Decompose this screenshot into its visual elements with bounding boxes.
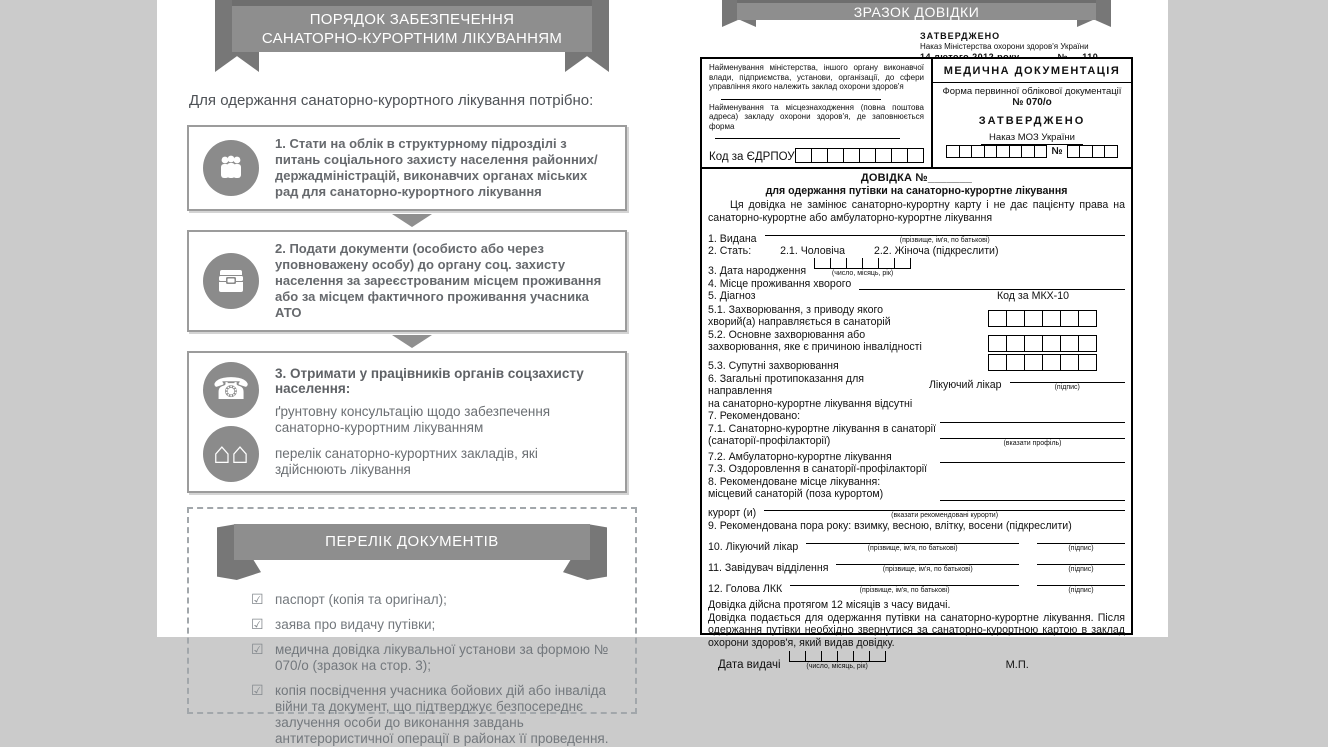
field-hint: (підпис) — [1068, 566, 1094, 573]
field-label: 7.3. Оздоровлення в санаторії-профілакторії — [708, 463, 928, 475]
checklist-item-text: медична довідка лікувальної установи за формою № 070/о (зразок на стор. 3); — [275, 642, 609, 673]
phone-icon: ☎ — [203, 362, 259, 418]
fill-line-wrap — [806, 534, 1019, 553]
step-3-card — [187, 351, 627, 493]
field-label: 12. Голова ЛКК — [708, 582, 783, 595]
field-label — [708, 329, 922, 353]
fill-line — [940, 453, 1125, 463]
sample-ribbon-band: ЗРАЗОК ДОВІДКИ — [737, 0, 1096, 20]
field-8-local — [708, 488, 1125, 501]
date-boxes-wrap — [814, 258, 911, 278]
field-diagnosis — [708, 290, 1125, 303]
field-label: 5. Діагноз — [708, 290, 756, 302]
edrpou-code-boxes — [795, 148, 924, 163]
documents-ribbon-band: ПЕРЕЛІК ДОКУМЕНТІВ — [234, 524, 590, 560]
field-birth-date — [708, 258, 1125, 278]
form-070o — [700, 57, 1133, 671]
fill-line — [1010, 373, 1126, 383]
step-1-card — [187, 125, 627, 211]
form-number: № 070/о — [1012, 97, 1052, 108]
fill-line-wrap — [940, 453, 1125, 463]
birth-date-boxes — [814, 258, 911, 269]
step-2-card — [187, 230, 627, 332]
fill-line — [1037, 576, 1125, 586]
fill-line-wrap — [836, 555, 1019, 574]
step-2-text: 2. Подати документи (особисто або через уповноважену особу) до органу соц. захисту населення за зареєстрованим місцем проживання або за місцем фактичного проживання учасника АТО — [275, 241, 602, 320]
checkbox-checked-icon: ☑ — [251, 616, 264, 632]
procedure-ribbon-band — [232, 0, 592, 52]
field-7-1 — [708, 423, 1125, 448]
field-hint: (прізвище, ім'я, по батькові) — [899, 237, 990, 244]
field-sex — [708, 245, 1125, 258]
field-label-line: 5.2. Основне захворювання або — [708, 328, 866, 341]
fill-line — [836, 555, 1019, 565]
field-label — [708, 373, 929, 411]
field-label: курорт (и) — [708, 507, 757, 519]
field-label: 9. Рекомендована пора року: взимку, весною, влітку, восени (підкреслити) — [708, 519, 1072, 532]
certificate-title: ДОВІДКА №_______ — [860, 172, 973, 184]
field-label: 11. Завідувач відділення — [708, 561, 829, 574]
field-recommended — [708, 410, 1125, 423]
field-hint: (прізвище, ім'я, по батькові) — [859, 587, 950, 594]
doctor-label: Лікуючий лікар — [928, 379, 1002, 391]
fill-line — [764, 501, 1125, 511]
field-label: 4. Місце проживання хворого — [708, 277, 852, 290]
form-footer — [708, 599, 1125, 671]
field-label-line: (санаторії-профілакторії) — [708, 435, 831, 447]
procedure-ribbon — [187, 0, 637, 76]
attending-doctor-row — [929, 373, 1125, 392]
procedure-title-line2: САНАТОРНО-КУРОРТНИМ ЛІКУВАННЯМ — [261, 30, 563, 47]
field-hint: (вказати профіль) — [1003, 439, 1062, 447]
checklist-item-text: копія посвідчення учасника бойових дій або інваліда війни та документ, що підтверджує безпосереднє залучення особи до виконання завдань антитерористичної операції в районах її проведення. — [275, 683, 609, 746]
approved-caption: ЗАТВЕРДЖЕНО — [978, 115, 1086, 127]
field-label: 5.3. Супутні захворювання — [708, 359, 839, 372]
form-header-left — [702, 59, 933, 167]
field-lkk-head — [708, 576, 1125, 595]
field-7-2 — [708, 451, 1125, 464]
field-hint: (число, місяць, рік) — [831, 269, 894, 277]
fill-line — [721, 92, 881, 100]
order-date-boxes — [946, 145, 1047, 158]
medical-documentation-title: МЕДИЧНА ДОКУМЕНТАЦІЯ — [943, 65, 1121, 77]
documents-icon — [203, 253, 259, 309]
field-label-line: 5.1. Захворювання, з приводу якого — [708, 303, 884, 316]
institution-address-caption: Найменування та місцезнаходження (повна поштова адреса) закладу охорони здоров'я, де заповнюється форма — [709, 102, 924, 131]
fill-line — [1037, 555, 1125, 565]
checklist-item — [251, 683, 611, 747]
fill-line — [859, 280, 1125, 290]
documents-ribbon — [189, 524, 635, 582]
checklist-item — [251, 642, 611, 674]
moz-order-row — [933, 145, 1131, 158]
field-label-line: захворювання, яке є причиною інвалідності — [708, 340, 922, 353]
field-contraindications — [708, 373, 1125, 411]
fill-line — [790, 576, 1019, 586]
icd-code-boxes — [988, 335, 1097, 352]
arrow-down-icon — [392, 214, 432, 227]
field-label: місцевий санаторій (поза курортом) — [708, 488, 884, 500]
certificate-note: Ця довідка не замінює санаторно-курортну карту і не дає пацієнту права на санаторно-курортне або амбулаторно-курортне лікування — [708, 199, 1125, 224]
step-3-title: 3. Отримати у працівників органів соцзахисту населення: — [275, 366, 584, 396]
form-header-right — [933, 59, 1131, 167]
field-issued-to — [708, 226, 1125, 245]
field-hint: (прізвище, ім'я, по батькові) — [882, 566, 973, 573]
fill-line — [715, 131, 900, 139]
step-3-item-1: ґрунтовну консультацію щодо забезпечення санаторно-курортним лікуванням — [275, 404, 551, 435]
step-3-text — [275, 366, 613, 478]
procedure-section — [187, 0, 637, 746]
field-attending-doctor — [708, 534, 1125, 553]
sample-ribbon — [700, 0, 1133, 30]
order-number-boxes — [1067, 145, 1118, 158]
step-3-icons — [203, 362, 259, 482]
form-type-caption: Форма первинної облікової документації — [942, 86, 1122, 97]
fill-line-wrap — [790, 576, 1019, 595]
checklist-item — [251, 617, 611, 633]
field-hint: (підпис) — [1068, 545, 1094, 552]
field-residence — [708, 278, 1125, 291]
edrpou-row — [709, 148, 924, 164]
approved-line1: ЗАТВЕРДЖЕНО — [920, 31, 1001, 41]
moz-order-caption: Наказ МОЗ України — [981, 132, 1083, 145]
field-label: 10. Лікуючий лікар — [708, 540, 799, 553]
field-label-line: на санаторно-курортне лікування відсутні — [708, 397, 913, 410]
step-3-item-2: перелік санаторно-курортних закладів, які здійснюють лікування — [275, 446, 538, 477]
fill-line — [765, 226, 1125, 236]
documents-list-box — [187, 507, 637, 746]
field-label: 3. Дата народження — [708, 265, 807, 277]
signature-line-wrap — [1037, 555, 1125, 574]
field-label — [708, 423, 940, 448]
order-no-sign: № — [1051, 146, 1063, 157]
people-icon — [203, 140, 259, 196]
ministry-name-caption: Найменування міністерства, іншого органу виконавчої влади, підприємства, установи, організації, до сфери управління якого належить заклад охорони здоров'я — [709, 63, 924, 91]
form-body — [702, 169, 1131, 671]
fill-line — [940, 413, 1125, 423]
field-hint: (прізвище, ім'я, по батькові) — [867, 545, 958, 552]
intro-text: Для одержання санаторно-курортного лікування потрібно: — [189, 92, 594, 109]
approved-line2: Наказ Міністерства охорони здоров'я України — [920, 42, 1089, 51]
submission-note: Довідка подається для одержання путівки на санаторно-курортне лікування. Після одержання путівки необхідно звернутися за санаторно-курортною картою в заклад охорони здоров'я, який видав довідку. — [708, 611, 1125, 649]
procedure-title-line1: ПОРЯДОК ЗАБЕЗПЕЧЕННЯ — [309, 11, 515, 28]
field-5-1 — [708, 304, 1125, 328]
fill-line-wrap — [764, 501, 1125, 520]
divider — [933, 82, 1131, 83]
checklist-item-text: паспорт (копія та оригінал); — [275, 592, 447, 607]
certificate-subtitle: для одержання путівки на санаторно-курортне лікування — [765, 184, 1068, 197]
fill-line-wrap — [859, 280, 1125, 290]
field-label-line: 7.1. Санаторно-курортне лікування в санаторії — [708, 422, 936, 435]
fill-line — [1037, 534, 1125, 544]
field-label: 7. Рекомендовано: — [708, 410, 801, 422]
step-1-text: 1. Стати на облік в структурному підрозділі з питань соціального захисту населення районних/ держадміністрацій, виконавчих органах міських рад для санаторно-курортного лікування — [275, 136, 598, 199]
field-hint: (підпис) — [1068, 587, 1094, 594]
field-8-resort — [708, 501, 1125, 520]
sex-option-male: 2.1. Чоловіча — [780, 245, 846, 257]
field-label-line: хворий(а) направляється в санаторій — [708, 315, 891, 328]
field-label: 2. Стать: — [708, 245, 752, 257]
field-hint: (вказати рекомендовані курорти) — [891, 511, 999, 519]
fill-line-wrap — [765, 226, 1125, 245]
date-boxes-wrap — [789, 651, 886, 671]
stamp-placeholder: М.П. — [1005, 658, 1029, 671]
form-header — [702, 59, 1131, 169]
field-label: 7.2. Амбулаторно-курортне лікування — [708, 450, 892, 463]
fill-line — [940, 491, 1125, 501]
field-label: 1. Видана — [708, 232, 757, 245]
fill-line-wrap — [940, 491, 1125, 501]
icd-code-boxes — [988, 354, 1097, 371]
icd-code-label: Код за МКХ-10 — [996, 290, 1069, 302]
fill-line — [940, 429, 1125, 439]
field-season — [708, 520, 1125, 533]
checkbox-checked-icon: ☑ — [251, 682, 264, 698]
issue-date-row — [708, 651, 1125, 671]
field-hint: (підпис) — [1054, 383, 1080, 391]
fill-line-wrap — [1010, 373, 1126, 392]
field-hint: (число, місяць, рік) — [806, 663, 868, 670]
signature-line-wrap — [1037, 534, 1125, 553]
field-7-3 — [708, 463, 1125, 476]
fill-line-wrap — [940, 413, 1125, 423]
sample-certificate-section — [700, 0, 1133, 671]
arrow-down-icon — [392, 335, 432, 348]
field-8-title — [708, 476, 1125, 489]
paper-background — [157, 0, 1168, 746]
signature-line-wrap — [1037, 576, 1125, 595]
documents-checklist — [251, 592, 611, 747]
issue-date-boxes — [789, 651, 886, 662]
icd-code-boxes — [988, 310, 1097, 327]
sex-option-female: 2.2. Жіноча (підкреслити) — [873, 245, 999, 257]
edrpou-label: Код за ЄДРПОУ — [709, 151, 795, 163]
checklist-item — [251, 592, 611, 608]
checkbox-checked-icon: ☑ — [251, 641, 264, 657]
fill-line — [806, 534, 1019, 544]
checkbox-checked-icon: ☑ — [251, 591, 264, 607]
field-label-line: 6. Загальні протипоказання для направлення — [708, 372, 864, 397]
issue-date-label: Дата видачі — [718, 658, 781, 671]
field-department-head — [708, 555, 1125, 574]
field-label — [708, 304, 891, 328]
houses-icon: ⌂⌂ — [203, 426, 259, 482]
validity-note: Довідка дійсна протягом 12 місяців з часу видачі. — [708, 599, 951, 611]
field-label: 8. Рекомендоване місце лікування: — [708, 475, 881, 488]
fill-line-wrap — [940, 429, 1125, 448]
field-5-2 — [708, 329, 1125, 353]
checklist-item-text: заява про видачу путівки; — [275, 617, 436, 632]
field-5-3 — [708, 354, 1125, 372]
